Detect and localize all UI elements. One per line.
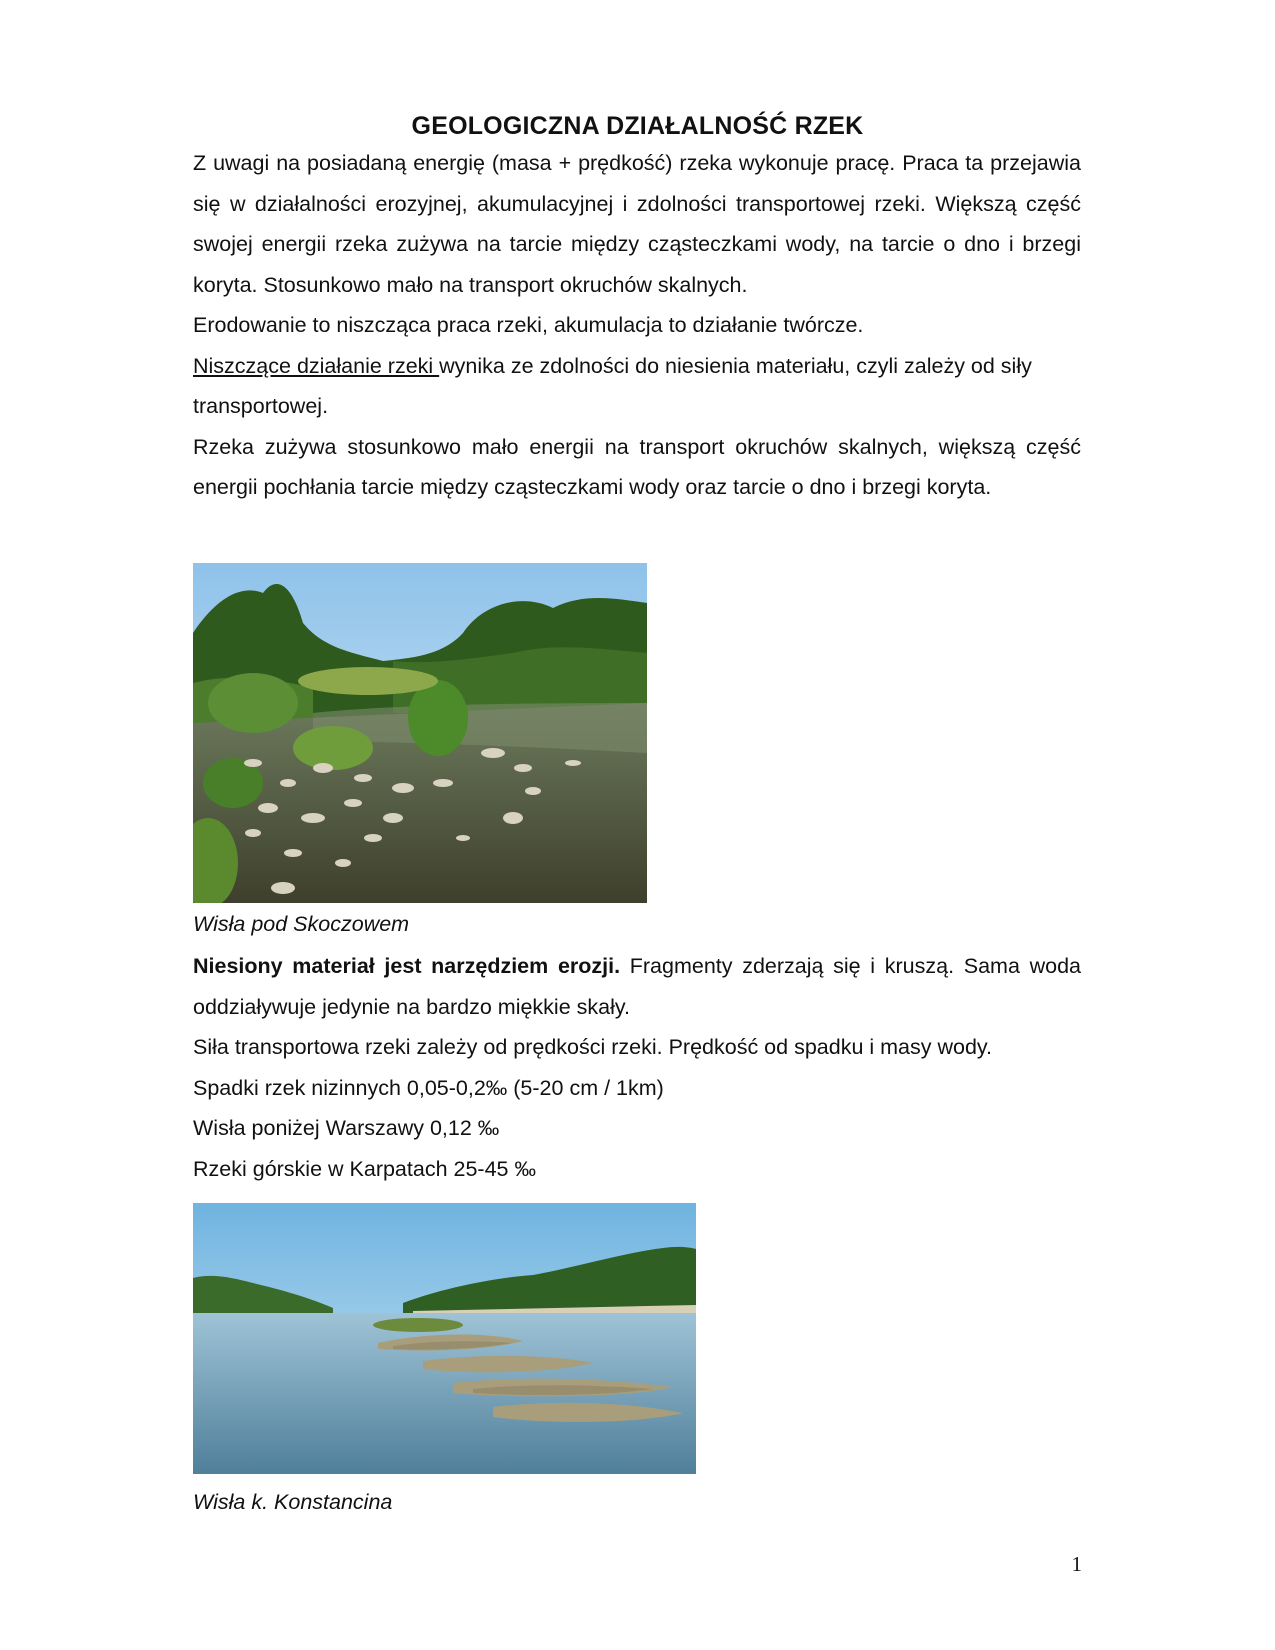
paragraph-transport-force: Siła transportowa rzeki zależy od prędkości rzeki. Prędkość od spadku i masy wody. (193, 1035, 993, 1059)
paragraph-erosion-tool-rest: Fragmenty zderzają się i kruszą. Sama woda oddziaływuje jedynie na bardzo miękkie skały. (193, 954, 1081, 1019)
paragraph-erosion-tool (193, 946, 1081, 1027)
paragraph-vistula-slope: Wisła poniżej Warszawy 0,12 ‰ (193, 1116, 500, 1140)
paragraph-energy-usage: Rzeka zużywa stosunkowo mało energii na transport okruchów skalnych, większą część energii pochłania tarcie między cząsteczkami wody oraz tarcie o dno i brzegi koryta. (193, 434, 1081, 499)
page-title: GEOLOGICZNA DZIAŁALNOŚĆ RZEK (411, 112, 864, 140)
underlined-term: Niszczące działanie rzeki (193, 353, 440, 378)
paragraph-carpathian-slopes: Rzeki górskie w Karpatach 25-45 ‰ (193, 1156, 536, 1181)
section-1 (193, 143, 1081, 508)
river-photo-konstancin (193, 1203, 696, 1474)
paragraph-lowland-slopes: Spadki rzek nizinnych 0,05-0,2‰ (5-20 cm / 1km) (193, 1075, 664, 1100)
paragraph-destructive-action (193, 346, 1081, 427)
page-number: 1 (1071, 1552, 1082, 1576)
section-2 (193, 946, 1081, 1189)
river-photo-skoczow (193, 563, 647, 903)
paragraph-erosion-definition: Erodowanie to niszcząca praca rzeki, akumulacja to działanie twórcze. (193, 313, 864, 337)
bold-statement: Niesiony materiał jest narzędziem erozji. (193, 954, 621, 978)
photo-caption-1: Wisła pod Skoczowem (193, 912, 410, 936)
paragraph-energy: Z uwagi na posiadaną energię (masa + prędkość) rzeka wykonuje pracę. Praca ta przejawia się w działalności erozyjnej, akumulacyjnej i zdolności transportowej rzeki. Większą część swojej energii rzeka zużywa na tarcie między cząsteczkami wody, na tarcie o dno i brzegi koryta. Stosunkowo mało na transport okruchów skalnych. (193, 151, 1081, 297)
paragraph-destructive-rest: wynika ze zdolności do niesienia materiału, czyli zależy od siły transportowej. (193, 353, 1032, 418)
photo-caption-2: Wisła k. Konstancina (193, 1490, 393, 1514)
